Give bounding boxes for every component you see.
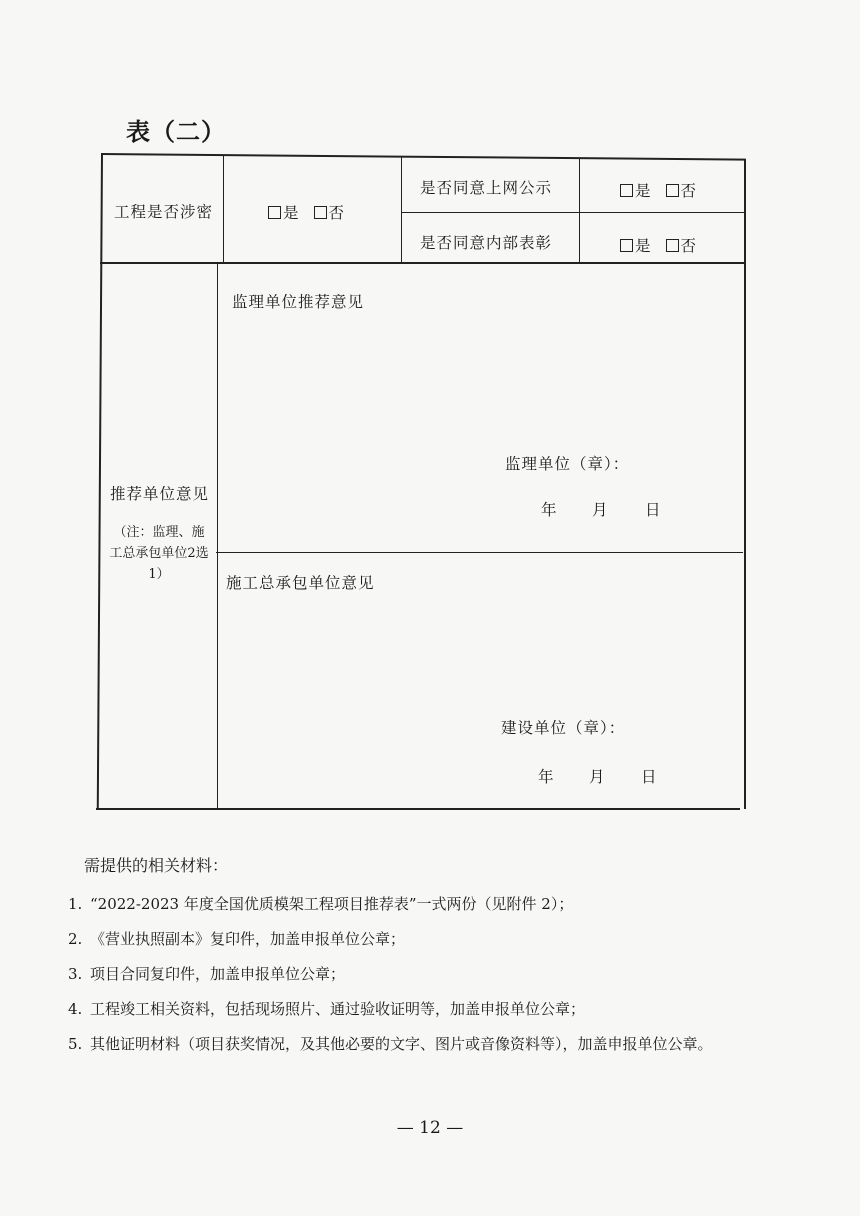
materials-item	[68, 928, 405, 949]
confidential-yes-checkbox[interactable]	[268, 201, 300, 223]
option-label: 否	[680, 182, 698, 200]
materials-item	[68, 998, 585, 1019]
option-label: 是	[283, 204, 300, 222]
confidential-no-checkbox[interactable]	[314, 201, 346, 223]
materials-item	[68, 963, 345, 984]
online-publicity-label: 是否同意上网公示	[420, 179, 553, 197]
option-label: 否	[680, 237, 698, 255]
checkbox-icon	[268, 206, 281, 219]
recommend-note: （注：监理、施工总承包单位2选1）	[109, 525, 209, 582]
item-number: 4.	[68, 1000, 83, 1018]
recommend-label: 推荐单位意见	[110, 485, 210, 503]
column-divider-1	[223, 156, 224, 264]
item-text: 其他证明材料（项目获奖情况，及其他必要的文字、图片或音像资料等），加盖申报单位公章。	[90, 1035, 713, 1053]
column-divider-1b	[217, 262, 218, 809]
column-divider-2	[401, 156, 402, 264]
materials-title: 需提供的相关材料：	[84, 856, 229, 875]
supervision-opinion-header: 监理单位推荐意见	[232, 293, 365, 311]
materials-item	[68, 1033, 713, 1054]
internal-commendation-options	[620, 234, 697, 256]
checkbox-icon	[666, 239, 679, 252]
section-divider	[216, 552, 743, 553]
contractor-date-year: 年	[538, 768, 555, 786]
confidential-options	[268, 201, 345, 223]
table-border-right	[744, 159, 746, 809]
materials-item	[68, 893, 573, 914]
supervision-date-day: 日	[645, 501, 662, 519]
option-label: 是	[635, 237, 652, 255]
option-label: 是	[635, 182, 652, 200]
supervision-seal-label: 监理单位（章）：	[505, 455, 630, 473]
contractor-date-month: 月	[589, 768, 606, 786]
item-number: 5.	[68, 1035, 83, 1053]
contractor-opinion-header: 施工总承包单位意见	[226, 574, 375, 592]
page-number: — 12 —	[396, 1118, 464, 1138]
online-publicity-yes-checkbox[interactable]	[620, 179, 652, 201]
online-publicity-no-checkbox[interactable]	[666, 179, 698, 201]
contractor-date-day: 日	[641, 768, 658, 786]
checkbox-icon	[314, 206, 327, 219]
internal-commendation-no-checkbox[interactable]	[666, 234, 698, 256]
table-title: 表（二）	[126, 117, 226, 146]
row-divider-1	[100, 262, 746, 264]
table-border-left	[97, 153, 103, 809]
item-text: 《营业执照副本》复印件，加盖申报单位公章；	[90, 930, 406, 948]
supervision-date-month: 月	[592, 501, 609, 519]
checkbox-icon	[666, 184, 679, 197]
item-text: 工程竣工相关资料，包括现场照片、通过验收证明等，加盖申报单位公章；	[90, 1000, 586, 1018]
confidential-label: 工程是否涉密	[114, 203, 214, 221]
item-number: 2.	[68, 930, 83, 948]
checkbox-icon	[620, 184, 633, 197]
item-number: 3.	[68, 965, 83, 983]
table-border-top	[101, 153, 746, 160]
contractor-seal-label: 建设单位（章）：	[501, 719, 626, 737]
item-text: “2022-2023 年度全国优质模架工程项目推荐表”一式两份（见附件 2）；	[90, 895, 574, 913]
table-border-bottom	[96, 808, 740, 810]
supervision-date-year: 年	[541, 501, 558, 519]
column-divider-3	[579, 158, 580, 264]
online-publicity-options	[620, 179, 697, 201]
supervision-opinion-area[interactable]	[230, 318, 730, 448]
internal-commendation-label: 是否同意内部表彰	[420, 234, 553, 252]
item-number: 1.	[68, 895, 83, 913]
item-text: 项目合同复印件，加盖申报单位公章；	[90, 965, 346, 983]
checkbox-icon	[620, 239, 633, 252]
option-label: 否	[328, 204, 346, 222]
contractor-opinion-area[interactable]	[226, 600, 726, 705]
sub-row-divider	[401, 212, 746, 213]
internal-commendation-yes-checkbox[interactable]	[620, 234, 652, 256]
